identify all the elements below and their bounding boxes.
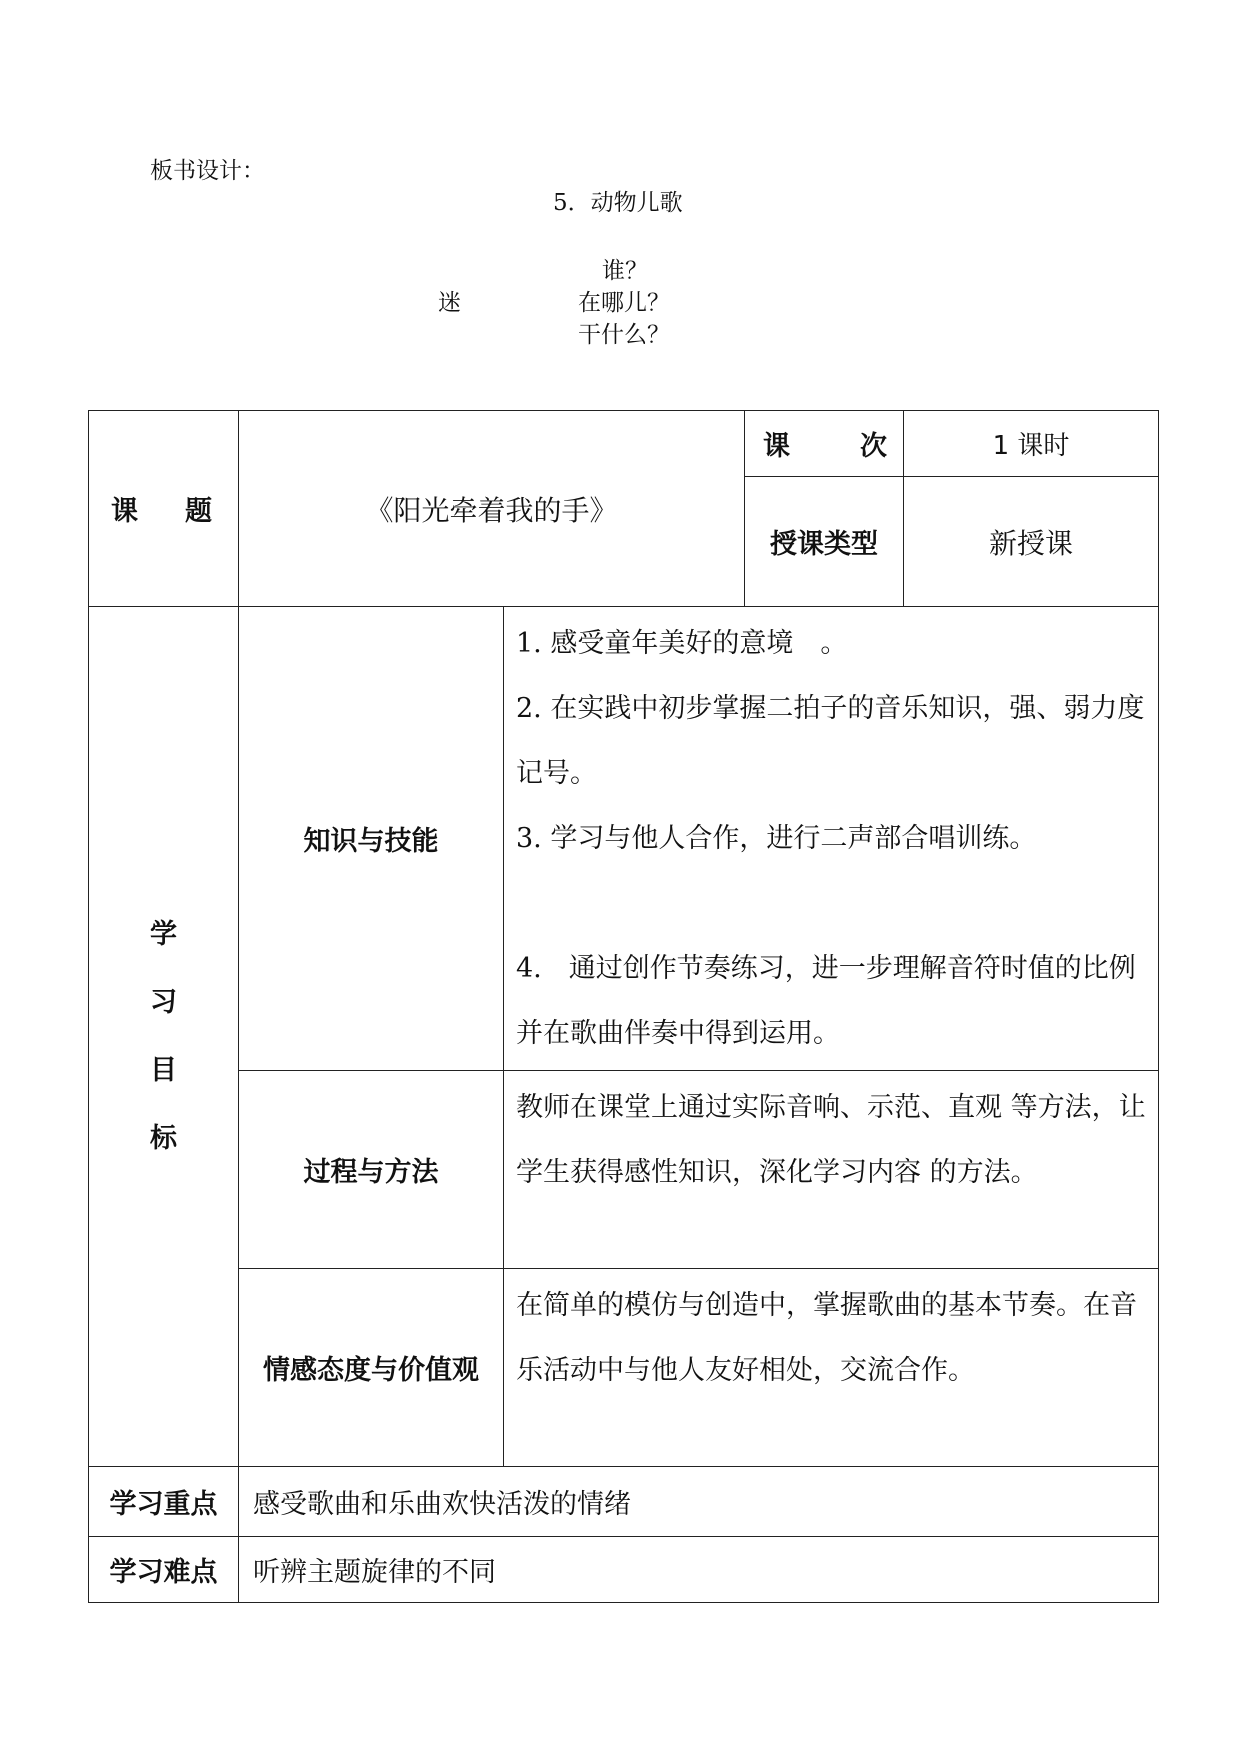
- knowledge-item: 1. 感受童年美好的意境 。: [516, 628, 848, 659]
- board-title: 5．动物儿歌: [553, 190, 683, 216]
- knowledge-item: 2. 在实践中初步掌握二拍子的音乐知识，强、弱力度记号。: [516, 693, 1145, 789]
- board-design-label: 板书设计：: [150, 158, 265, 184]
- emotion-values-content: 在简单的模仿与创造中，掌握歌曲的基本节奏。在音乐活动中与他人友好相处，交流合作。: [504, 1269, 1159, 1467]
- topic-value: 《阳光牵着我的手》: [239, 411, 745, 607]
- lesson-type-value: 新授课: [904, 477, 1159, 607]
- key-point-label: 学习重点: [89, 1467, 239, 1537]
- board-question-where: 在哪儿？: [578, 290, 670, 316]
- board-riddle: 迷: [438, 290, 461, 316]
- knowledge-skills-label: 知识与技能: [239, 607, 504, 1071]
- difficulty-value: 听辨主题旋律的不同: [239, 1537, 1159, 1603]
- emotion-values-label: 情感态度与价值观: [239, 1269, 504, 1467]
- process-methods-content: 教师在课堂上通过实际音响、示范、直观 等方法，让学生获得感性知识，深化学习内容 的方法。: [504, 1071, 1159, 1269]
- lesson-count-label: 课 次: [745, 411, 904, 477]
- lesson-count-value: 1 课时: [904, 411, 1159, 477]
- lesson-type-label: 授课类型: [745, 477, 904, 607]
- knowledge-item: 4. 通过创作节奏练习，进一步理解音符时值的比例并在歌曲伴奏中得到运用。: [516, 953, 1136, 1049]
- board-question-who: 谁？: [602, 258, 648, 284]
- goals-label: 学 习 目 标: [89, 607, 239, 1467]
- process-methods-label: 过程与方法: [239, 1071, 504, 1269]
- knowledge-skills-content: [504, 607, 1159, 1071]
- knowledge-item: 3. 学习与他人合作，进行二声部合唱训练。: [516, 823, 1037, 854]
- key-point-value: 感受歌曲和乐曲欢快活泼的情绪: [239, 1467, 1159, 1537]
- board-question-what: 干什么？: [578, 322, 670, 348]
- topic-label-cell: 课 题: [89, 411, 239, 607]
- difficulty-label: 学习难点: [89, 1537, 239, 1603]
- lesson-plan-table: [88, 410, 1159, 1603]
